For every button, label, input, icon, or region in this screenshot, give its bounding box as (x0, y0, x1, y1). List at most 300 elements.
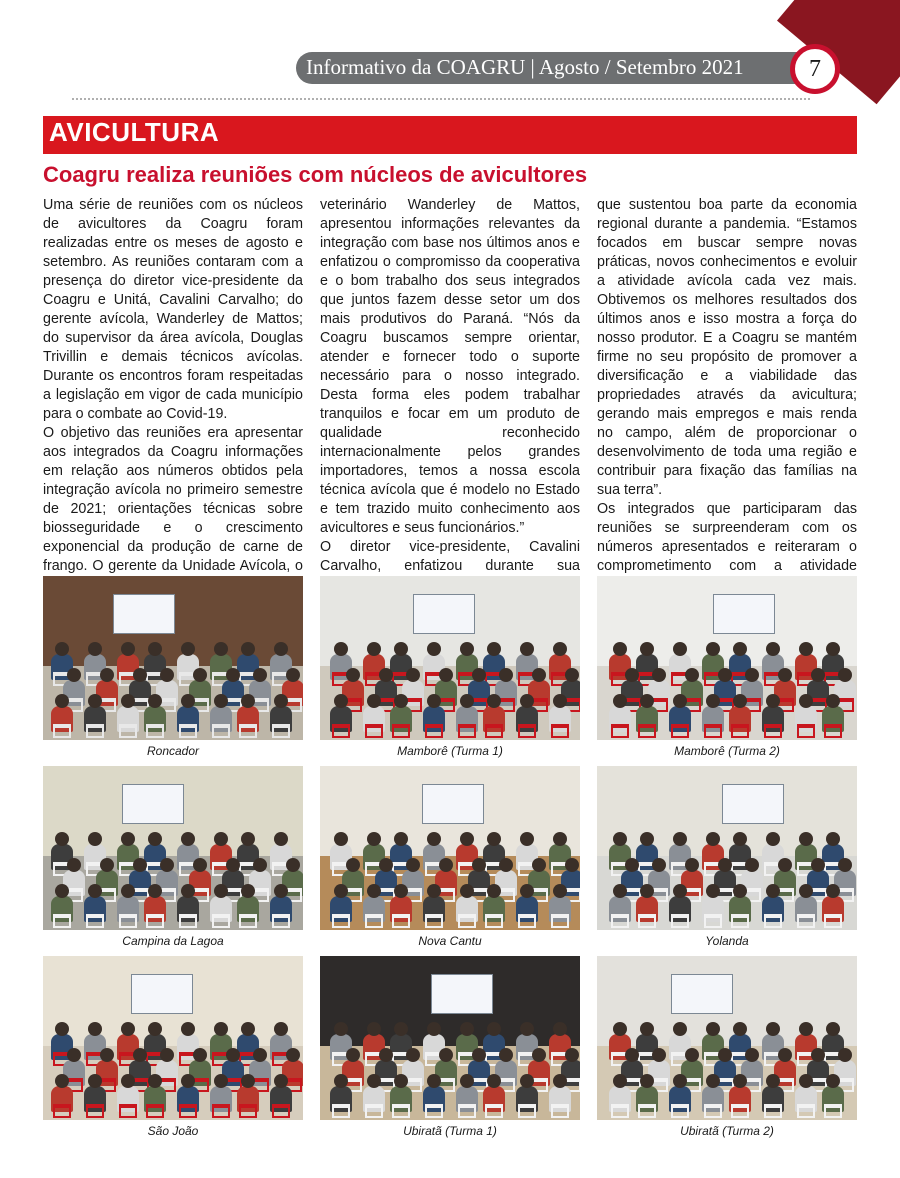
attendee-head (706, 1074, 720, 1088)
meeting-photo (597, 766, 857, 930)
attendee-head (55, 694, 69, 708)
attendee-head (613, 832, 627, 846)
attendee-head (838, 1048, 852, 1062)
header-divider (72, 98, 810, 100)
paragraph: O diretor vice-presidente, Cavalini Carvalho, enfatizou durante sua (320, 539, 580, 574)
attendee-head (160, 1048, 174, 1062)
attendee-head (148, 642, 162, 656)
attendee-head (367, 832, 381, 846)
attendee-head (685, 1048, 699, 1062)
attendee-head (499, 668, 513, 682)
chair (518, 914, 536, 928)
attendee-head (346, 668, 360, 682)
chair (704, 1104, 722, 1118)
chair (239, 724, 257, 738)
attendee-head (640, 1022, 654, 1036)
attendee-head (394, 884, 408, 898)
attendee-head (613, 884, 627, 898)
attendee-head (640, 884, 654, 898)
attendee-head (472, 1048, 486, 1062)
chair (272, 724, 290, 738)
attendee-head (274, 1074, 288, 1088)
projection-screen (422, 784, 484, 824)
chair (764, 914, 782, 928)
attendee-head (733, 1074, 747, 1088)
attendee-head (766, 1074, 780, 1088)
attendee-head (160, 668, 174, 682)
attendee-head (55, 832, 69, 846)
attendee-head (334, 694, 348, 708)
attendee-head (838, 668, 852, 682)
attendee-head (733, 694, 747, 708)
attendee-head (181, 832, 195, 846)
chair (53, 914, 71, 928)
attendee-head (487, 832, 501, 846)
projection-screen (671, 974, 733, 1014)
attendee-head (367, 884, 381, 898)
attendee-head (121, 1022, 135, 1036)
attendee-head (274, 1022, 288, 1036)
attendee-head (55, 1074, 69, 1088)
attendee-head (367, 1074, 381, 1088)
attendee-head (706, 884, 720, 898)
attendee-head (826, 1022, 840, 1036)
attendee-head (214, 642, 228, 656)
attendee-head (565, 668, 579, 682)
attendee-head (652, 858, 666, 872)
attendee-head (745, 668, 759, 682)
attendee-head (745, 1048, 759, 1062)
attendee-head (766, 694, 780, 708)
paragraph: Os integrados que participaram das reuniões se surpreenderam com os números apresentados e reiteraram o comprometimento com a atividade (597, 501, 857, 574)
attendee-head (718, 858, 732, 872)
chair (611, 724, 629, 738)
section-title: AVICULTURA (49, 117, 220, 147)
attendee-head (334, 642, 348, 656)
attendee-head (100, 1048, 114, 1062)
attendee-head (88, 694, 102, 708)
attendee-head (379, 1048, 393, 1062)
chair (332, 914, 350, 928)
photo-caption: Ubiratã (Turma 1) (403, 1124, 497, 1138)
chair (53, 1104, 71, 1118)
chair (365, 724, 383, 738)
attendee-head (520, 832, 534, 846)
attendee-head (487, 694, 501, 708)
chair (764, 1104, 782, 1118)
attendee-head (766, 832, 780, 846)
attendee-head (460, 1022, 474, 1036)
attendee-head (673, 1074, 687, 1088)
photo-caption: Mamborê (Turma 2) (674, 744, 780, 758)
chair (638, 1104, 656, 1118)
attendee-head (652, 1048, 666, 1062)
attendee-head (520, 694, 534, 708)
chair (392, 1104, 410, 1118)
attendee-head (214, 694, 228, 708)
attendee-head (181, 694, 195, 708)
chair (671, 1104, 689, 1118)
attendee-head (487, 1074, 501, 1088)
chair (824, 914, 842, 928)
chair (824, 1104, 842, 1118)
attendee-head (55, 884, 69, 898)
attendee-head (406, 858, 420, 872)
attendee-head (334, 1074, 348, 1088)
attendee-head (625, 1048, 639, 1062)
attendee-head (286, 1048, 300, 1062)
attendee-head (613, 1022, 627, 1036)
chair (212, 1104, 230, 1118)
attendee-head (394, 694, 408, 708)
attendee-head (406, 668, 420, 682)
attendee-head (88, 642, 102, 656)
attendee-head (274, 642, 288, 656)
attendee-head (241, 884, 255, 898)
attendee-head (718, 668, 732, 682)
attendee-head (181, 1074, 195, 1088)
attendee-head (778, 1048, 792, 1062)
chair (551, 914, 569, 928)
attendee-head (427, 1022, 441, 1036)
attendee-head (379, 858, 393, 872)
attendee-head (811, 858, 825, 872)
attendee-head (148, 832, 162, 846)
chair (731, 724, 749, 738)
attendee-head (121, 884, 135, 898)
attendee-head (226, 1048, 240, 1062)
attendee-head (334, 1022, 348, 1036)
attendee-head (67, 858, 81, 872)
attendee-head (826, 832, 840, 846)
attendee-head (121, 694, 135, 708)
chair (179, 1104, 197, 1118)
chair (392, 914, 410, 928)
attendee-head (427, 642, 441, 656)
chair (332, 1104, 350, 1118)
attendee-head (148, 884, 162, 898)
attendee-head (673, 832, 687, 846)
attendee-head (685, 858, 699, 872)
meeting-photo (43, 766, 303, 930)
chair (53, 724, 71, 738)
attendee-head (286, 668, 300, 682)
attendee-head (88, 884, 102, 898)
attendee-head (673, 642, 687, 656)
attendee-head (766, 1022, 780, 1036)
attendee-head (706, 832, 720, 846)
chair (611, 1104, 629, 1118)
attendee-head (520, 884, 534, 898)
chair (638, 724, 656, 738)
meeting-photo (320, 956, 580, 1120)
chair (638, 914, 656, 928)
attendee-head (652, 668, 666, 682)
page-number-badge: 7 (790, 44, 840, 94)
attendee-head (55, 1022, 69, 1036)
chair (146, 1104, 164, 1118)
attendee-head (133, 668, 147, 682)
attendee-head (181, 1022, 195, 1036)
chair (425, 724, 443, 738)
attendee-head (838, 858, 852, 872)
attendee-head (253, 858, 267, 872)
attendee-head (673, 694, 687, 708)
attendee-head (367, 694, 381, 708)
projection-screen (722, 784, 784, 824)
attendee-head (88, 1022, 102, 1036)
chair (731, 1104, 749, 1118)
article-column-2 (320, 196, 580, 614)
chair (485, 1104, 503, 1118)
chair (671, 914, 689, 928)
attendee-head (499, 858, 513, 872)
attendee-head (214, 1022, 228, 1036)
chair (671, 724, 689, 738)
attendee-head (88, 832, 102, 846)
attendee-head (439, 668, 453, 682)
attendee-head (193, 1048, 207, 1062)
attendee-head (133, 1048, 147, 1062)
chair (86, 914, 104, 928)
photo-caption: Campina da Lagoa (122, 934, 224, 948)
attendee-head (241, 1022, 255, 1036)
attendee-head (241, 694, 255, 708)
attendee-head (640, 832, 654, 846)
attendee-head (133, 858, 147, 872)
attendee-head (799, 1022, 813, 1036)
chair (518, 724, 536, 738)
attendee-head (745, 858, 759, 872)
attendee-head (367, 642, 381, 656)
attendee-head (334, 884, 348, 898)
attendee-head (427, 694, 441, 708)
attendee-head (367, 1022, 381, 1036)
attendee-head (487, 884, 501, 898)
paragraph: Uma série de reuniões com os núcleos de avicultores da Coagru foram realizadas entre os meses de agosto e setembro. As reuniões contaram com a presença do diretor vice-presidente da Coagru e Unitá, Cavalini Carvalho; do gerente avícola, Wanderley de Mattos; do supervisor da área avícola, Douglas Trivillin e demais técnicos avícolas. Durante os encontros foram respeitadas a legislação em vigor de cada município para o combate ao Covid-19. (43, 197, 303, 422)
chair (704, 914, 722, 928)
attendee-head (565, 858, 579, 872)
attendee-head (766, 884, 780, 898)
attendee-head (214, 832, 228, 846)
attendee-head (826, 642, 840, 656)
attendee-head (439, 858, 453, 872)
article-headline: Coagru realiza reuniões com núcleos de avicultores (43, 162, 588, 187)
attendee-head (100, 858, 114, 872)
chair (824, 724, 842, 738)
attendee-head (394, 1022, 408, 1036)
attendee-head (532, 858, 546, 872)
chair (458, 1104, 476, 1118)
projection-screen (431, 974, 493, 1014)
chair (797, 1104, 815, 1118)
attendee-head (532, 1048, 546, 1062)
paragraph: que sustentou boa parte da economia regional durante a pandemia. “Estamos focados em buscar sempre novas práticas, novos conhecimentos e evoluir a atividade avícola cada vez mais. Obtivemos os melhores resultados dos últimos anos e isso mostra a força do nosso produtor. E a Coagru se mantém firme no seu propósito de promover a diversificação e a viabilidade das propriedades através da avicultura; gerando mais empregos e mais renda no campo, além de proporcionar o desenvolvimento de toda uma região e contribuir para fixação das famílias na sua terra”. (597, 197, 857, 498)
attendee-head (778, 858, 792, 872)
attendee-head (640, 1074, 654, 1088)
attendee-head (487, 642, 501, 656)
attendee-head (799, 832, 813, 846)
publication-title: Informativo da COAGRU | Agosto / Setembro 2021 (306, 55, 744, 79)
meeting-photo (320, 766, 580, 930)
attendee-head (553, 694, 567, 708)
chair (551, 724, 569, 738)
attendee-head (181, 884, 195, 898)
chair (458, 724, 476, 738)
attendee-head (553, 884, 567, 898)
attendee-head (226, 668, 240, 682)
chair (239, 914, 257, 928)
chair (425, 1104, 443, 1118)
chair (272, 914, 290, 928)
attendee-head (613, 642, 627, 656)
chair (425, 914, 443, 928)
attendee-head (148, 694, 162, 708)
photo-caption: Nova Cantu (418, 934, 482, 948)
meeting-photo (43, 576, 303, 740)
chair (797, 724, 815, 738)
attendee-head (733, 832, 747, 846)
projection-screen (131, 974, 193, 1014)
attendee-head (685, 668, 699, 682)
attendee-head (346, 858, 360, 872)
attendee-head (460, 1074, 474, 1088)
attendee-head (472, 858, 486, 872)
attendee-head (274, 832, 288, 846)
attendee-head (826, 884, 840, 898)
attendee-head (241, 642, 255, 656)
chair (797, 914, 815, 928)
attendee-head (121, 642, 135, 656)
attendee-head (460, 694, 474, 708)
paragraph: veterinário Wanderley de Mattos, apresentou informações relevantes da integração com base nos últimos anos e enfatizou o compromisso da cooperativa e o bom trabalho dos seus integrados que juntos fazem desse setor um dos mais produtivos do Paraná. “Nós da Coagru buscamos sempre orientar, atender e fornecer todo o suporte necessário para o nosso integrado. Desta forma eles podem trabalhar tranquilos e focar em um produto de qualidade reconhecido internacionalmente pelos grandes importadores, temos a nossa escola técnica avícola que é modelo no Estado e tem trazido muito conhecimento aos avicultores e seus funcionários.” (320, 197, 580, 536)
chair (731, 914, 749, 928)
chair (704, 724, 722, 738)
photo-caption: São João (147, 1124, 199, 1138)
attendee-head (274, 884, 288, 898)
meeting-photo (597, 956, 857, 1120)
chair (332, 724, 350, 738)
chair (485, 724, 503, 738)
attendee-head (67, 1048, 81, 1062)
meeting-photo (597, 576, 857, 740)
attendee-head (241, 1074, 255, 1088)
chair (764, 724, 782, 738)
attendee-head (346, 1048, 360, 1062)
chair (86, 1104, 104, 1118)
attendee-head (253, 1048, 267, 1062)
chair (119, 914, 137, 928)
attendee-head (520, 1074, 534, 1088)
attendee-head (193, 858, 207, 872)
projection-screen (713, 594, 775, 634)
photo-caption: Ubiratã (Turma 2) (680, 1124, 774, 1138)
attendee-head (460, 642, 474, 656)
attendee-head (733, 1022, 747, 1036)
attendee-head (286, 858, 300, 872)
attendee-head (706, 642, 720, 656)
projection-screen (413, 594, 475, 634)
chair (518, 1104, 536, 1118)
attendee-head (121, 832, 135, 846)
chair (611, 914, 629, 928)
meeting-photo (320, 576, 580, 740)
attendee-head (532, 668, 546, 682)
attendee-head (460, 832, 474, 846)
attendee-head (718, 1048, 732, 1062)
attendee-head (640, 642, 654, 656)
chair (179, 914, 197, 928)
attendee-head (640, 694, 654, 708)
attendee-head (613, 694, 627, 708)
attendee-head (214, 1074, 228, 1088)
attendee-head (673, 884, 687, 898)
attendee-head (274, 694, 288, 708)
attendee-head (799, 694, 813, 708)
attendee-head (181, 642, 195, 656)
attendee-head (148, 1074, 162, 1088)
attendee-head (520, 1022, 534, 1036)
article-column-1 (43, 196, 303, 595)
attendee-head (733, 642, 747, 656)
chair (146, 724, 164, 738)
chair (212, 914, 230, 928)
chair (485, 914, 503, 928)
attendee-head (706, 1022, 720, 1036)
chair (119, 1104, 137, 1118)
chair (392, 724, 410, 738)
attendee-head (193, 668, 207, 682)
attendee-head (460, 884, 474, 898)
attendee-head (160, 858, 174, 872)
attendee-head (253, 668, 267, 682)
attendee-head (553, 642, 567, 656)
attendee-head (799, 1074, 813, 1088)
attendee-head (799, 642, 813, 656)
attendee-head (121, 1074, 135, 1088)
attendee-head (766, 642, 780, 656)
attendee-head (778, 668, 792, 682)
attendee-head (553, 832, 567, 846)
attendee-head (553, 1074, 567, 1088)
chair (551, 1104, 569, 1118)
chair (239, 1104, 257, 1118)
chair (365, 1104, 383, 1118)
attendee-head (427, 832, 441, 846)
chair (458, 914, 476, 928)
chair (86, 724, 104, 738)
attendee-head (487, 1022, 501, 1036)
attendee-head (472, 668, 486, 682)
attendee-head (394, 832, 408, 846)
photo-caption: Roncador (146, 744, 200, 758)
attendee-head (565, 1048, 579, 1062)
attendee-head (427, 884, 441, 898)
attendee-head (214, 884, 228, 898)
attendee-head (241, 832, 255, 846)
attendee-head (394, 642, 408, 656)
attendee-head (625, 668, 639, 682)
chair (272, 1104, 290, 1118)
attendee-head (706, 694, 720, 708)
attendee-head (226, 858, 240, 872)
attendee-head (394, 1074, 408, 1088)
attendee-head (88, 1074, 102, 1088)
attendee-head (100, 668, 114, 682)
chair (365, 914, 383, 928)
projection-screen (113, 594, 175, 634)
attendee-head (334, 832, 348, 846)
